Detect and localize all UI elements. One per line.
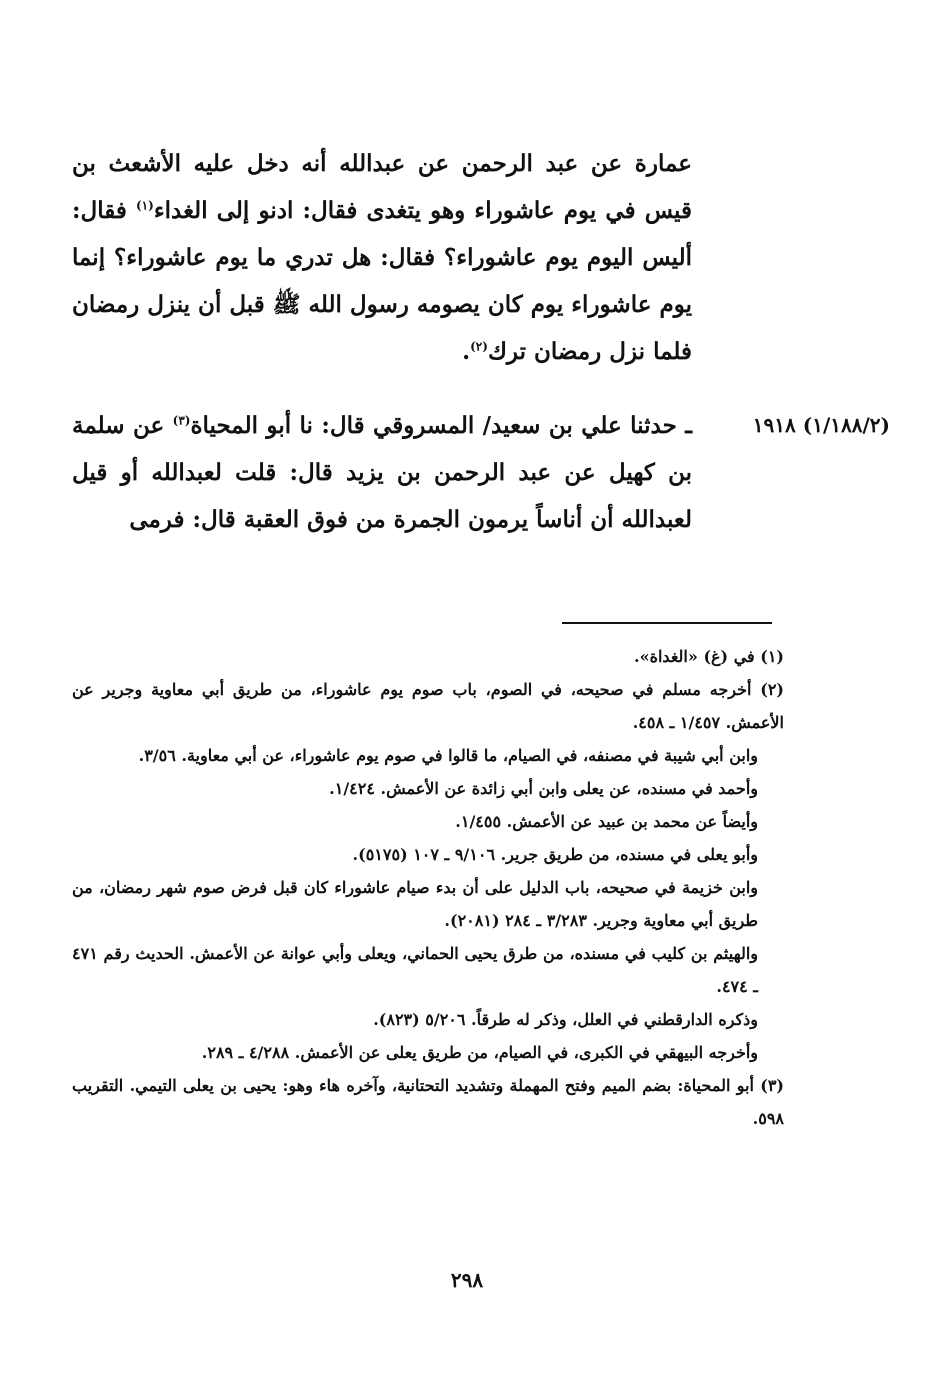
margin-reference [700,402,890,449]
footnote-2-source: وأخرجه البيهقي في الكبرى، في الصيام، من طريق يعلى عن الأعمش. ٤/٢٨٨ ـ ٢٨٩. [201,1043,758,1062]
footnote-2-source: وذكره الدارقطني في العلل، وذكر له طرقاً. ٥/٢٠٦ (٨٢٣). [373,1010,758,1029]
footnote-2-source: وأبو يعلى في مسنده، من طريق جرير. ٩/١٠٦ ـ ١٠٧ (٥١٧٥). [352,845,758,864]
main-paragraph-2 [72,402,692,543]
footnote-marker-2[interactable]: (٢) [470,339,488,354]
main-paragraph-1 [72,140,692,375]
footnote-divider [562,622,772,624]
footnote-2-source: وابن خزيمة في صحيحه، باب الدليل على أن بدء صيام عاشوراء كان قبل فرض صوم شهر رمضان، من طريق أبي معاوية وجرير. ٣/٢٨٣ ـ ٢٨٤ (٢٠٨١). [72,878,758,930]
footnote-marker-1[interactable]: (١) [135,198,154,213]
footnotes-section [72,640,784,1135]
footnote-marker-3[interactable]: (٣) [172,413,191,428]
page-number: ٢٩٨ [450,1268,484,1292]
manuscript-folio-ref: (١/١٨٨/٢) [802,413,890,437]
footnote-1: (١) في (غ) «الغداة». [634,647,784,666]
footnote-2: (٢) أخرجه مسلم في صحيحه، في الصوم، باب صوم يوم عاشوراء، من طريق أبي معاوية وجرير عن الأعمش. ١/٤٥٧ ـ ٤٥٨. [72,680,784,732]
footnote-2-source: والهيثم بن كليب في مسنده، من طرق يحيى الحماني، ويعلى وأبي عوانة عن الأعمش. الحديث رقم ٤٧١ ـ ٤٧٤. [72,944,758,996]
hadith-number: ١٩١٨ [752,413,796,437]
footnote-3: (٣) أبو المحياة: بضم الميم وفتح المهملة وتشديد التحتانية، وآخره هاء وهو: يحيى بن يعلى التيمي. التقريب ٥٩٨. [72,1076,784,1128]
paragraph-text: عمارة عن عبد الرحمن عن عبدالله أنه دخل عليه الأشعث بن قيس في يوم عاشوراء وهو يتغدى فقال: ادنو إلى الغداء$^{(١)}$ فقال: أليس اليوم يوم عاشوراء؟ فقال: هل تدري ما يوم عاشوراء؟ إنما يوم عاشوراء يوم كان يصومه رسول الله ﷺ قبل أن ينزل رمضان فلما نزل رمضان ترك$^{(٢)}$. [72,150,692,365]
footnote-2-source: وأيضاً عن محمد بن عبيد عن الأعمش. ١/٤٥٥. [455,812,758,831]
footnote-2-source: وابن أبي شيبة في مصنفه، في الصيام، ما قالوا في صوم يوم عاشوراء، عن أبي معاوية. ٣/٥٦. [138,746,758,765]
footnote-2-source: وأحمد في مسنده، عن يعلى وابن أبي زائدة عن الأعمش. ١/٤٢٤. [329,779,758,798]
paragraph-text: ـ حدثنا علي بن سعيد/ المسروقي قال: نا أبو المحياة$^{(٣)}$ عن سلمة بن كهيل عن عبد الرحمن بن يزيد قال: قلت لعبدالله أو قيل لعبدالله أن أناساً يرمون الجمرة من فوق العقبة قال: فرمى [72,412,692,533]
